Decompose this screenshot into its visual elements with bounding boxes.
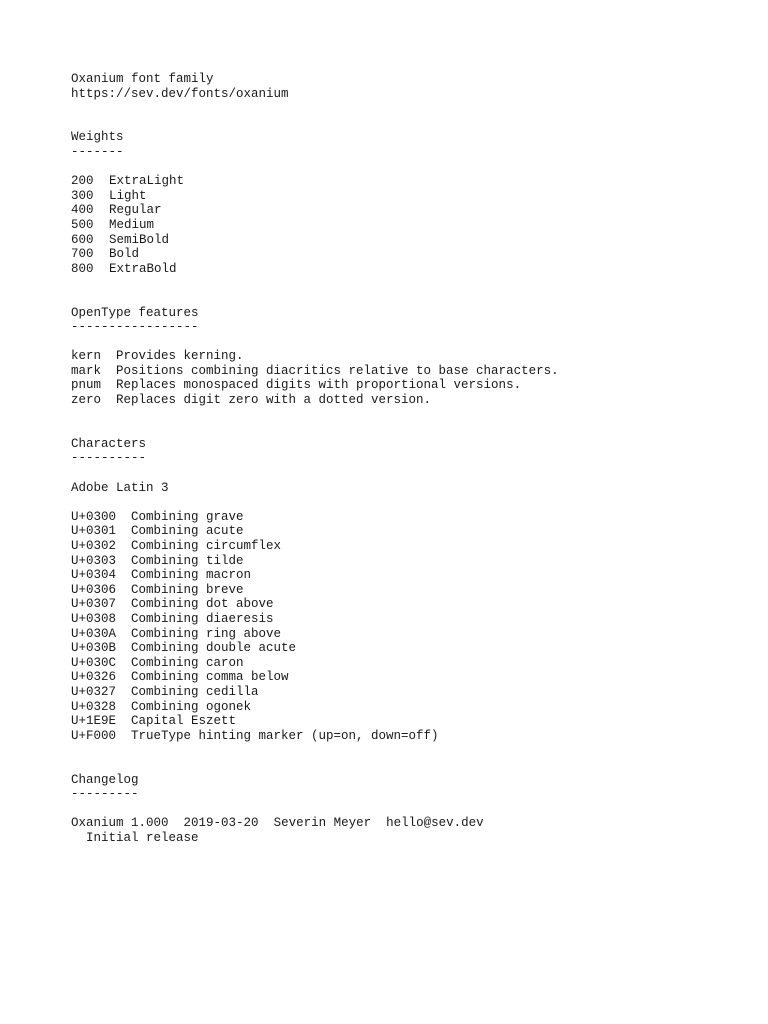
feature-tag: pnum xyxy=(71,378,102,393)
weights-list xyxy=(71,174,748,276)
characters-list xyxy=(71,510,748,744)
character-name: Combining cedilla xyxy=(131,684,259,699)
character-code: U+0300 xyxy=(71,509,117,524)
character-code: U+0327 xyxy=(71,684,117,699)
character-name: Combining circumflex xyxy=(131,539,282,553)
character-code: U+030A xyxy=(71,626,117,641)
character-name: Combining grave xyxy=(131,509,244,524)
character-row xyxy=(71,627,748,642)
weight-value: 400 xyxy=(71,203,94,218)
feature-row xyxy=(71,349,748,364)
weight-name: Light xyxy=(109,188,147,203)
character-row xyxy=(71,729,748,744)
feature-desc: Replaces monospaced digits with proportional versions. xyxy=(116,378,522,393)
weight-name: Bold xyxy=(109,247,140,262)
features-underline: ----------------- xyxy=(71,320,199,335)
character-row xyxy=(71,597,748,612)
character-row xyxy=(71,568,748,583)
character-row xyxy=(71,656,748,671)
character-name: Combining double acute xyxy=(131,641,297,656)
character-name: Combining ring above xyxy=(131,626,282,641)
features-heading: OpenType features xyxy=(71,305,199,320)
character-name: Combining diaeresis xyxy=(131,611,274,626)
weight-name: ExtraBold xyxy=(109,261,177,276)
feature-row xyxy=(71,364,748,379)
character-name: Combining tilde xyxy=(131,553,244,568)
features-list xyxy=(71,349,748,407)
character-code: U+1E9E xyxy=(71,714,117,729)
changelog-note: Initial release xyxy=(86,830,199,845)
feature-row xyxy=(71,393,748,408)
changelog-email: hello@sev.dev xyxy=(386,816,484,831)
character-row xyxy=(71,714,748,729)
character-row xyxy=(71,641,748,656)
document-url: https://sev.dev/fonts/oxanium xyxy=(71,86,289,101)
weight-row xyxy=(71,262,748,277)
character-name: Capital Eszett xyxy=(131,714,237,729)
weight-value: 800 xyxy=(71,261,94,276)
feature-tag: zero xyxy=(71,393,102,408)
feature-desc: Provides kerning. xyxy=(116,349,244,364)
weight-row xyxy=(71,189,748,204)
character-code: U+0301 xyxy=(71,524,117,539)
character-name: Combining dot above xyxy=(131,597,274,612)
weight-row xyxy=(71,174,748,189)
character-name: Combining acute xyxy=(131,524,244,539)
character-code: U+030C xyxy=(71,655,117,670)
weight-value: 700 xyxy=(71,247,94,262)
changelog-author: Severin Meyer xyxy=(273,816,372,831)
character-name: Combining macron xyxy=(131,568,252,583)
character-row xyxy=(71,539,748,554)
character-code: U+0307 xyxy=(71,597,117,612)
feature-desc: Replaces digit zero with a dotted version. xyxy=(116,393,432,408)
changelog-entry xyxy=(71,816,748,845)
character-row xyxy=(71,583,748,598)
feature-tag: kern xyxy=(71,349,102,364)
weight-name: Medium xyxy=(109,217,155,232)
changelog-entry-header xyxy=(71,816,748,831)
weights-heading: Weights xyxy=(71,130,124,145)
weight-name: SemiBold xyxy=(109,232,170,247)
character-row xyxy=(71,670,748,685)
character-name: TrueType hinting marker (up=on, down=off) xyxy=(131,728,439,743)
character-code: U+F000 xyxy=(71,728,117,743)
changelog-date: 2019-03-20 xyxy=(183,816,259,831)
character-code: U+0326 xyxy=(71,670,117,685)
character-name: Combining ogonek xyxy=(131,699,252,714)
character-row xyxy=(71,612,748,627)
weights-underline: ------- xyxy=(71,144,124,159)
weight-row xyxy=(71,218,748,233)
character-code: U+0328 xyxy=(71,699,117,714)
feature-desc: Positions combining diacritics relative to base characters. xyxy=(116,363,559,378)
character-row xyxy=(71,510,748,525)
document-page xyxy=(71,72,748,845)
weight-value: 600 xyxy=(71,232,94,247)
character-code: U+0303 xyxy=(71,553,117,568)
character-row xyxy=(71,685,748,700)
characters-underline: ---------- xyxy=(71,451,147,466)
weight-value: 500 xyxy=(71,217,94,232)
document-title: Oxanium font family xyxy=(71,72,214,86)
character-name: Combining comma below xyxy=(131,670,289,685)
character-row xyxy=(71,700,748,715)
character-code: U+0304 xyxy=(71,568,117,583)
changelog-version: Oxanium 1.000 xyxy=(71,816,169,831)
weight-value: 200 xyxy=(71,174,94,189)
character-code: U+0302 xyxy=(71,539,117,553)
character-name: Combining breve xyxy=(131,582,244,597)
character-code: U+030B xyxy=(71,641,117,656)
character-code: U+0308 xyxy=(71,611,117,626)
character-row xyxy=(71,524,748,539)
changelog-heading: Changelog xyxy=(71,772,139,787)
weight-name: ExtraLight xyxy=(109,174,185,189)
changelog-underline: --------- xyxy=(71,787,139,802)
weight-value: 300 xyxy=(71,188,94,203)
feature-tag: mark xyxy=(71,363,102,378)
weight-row xyxy=(71,233,748,248)
weight-row xyxy=(71,247,748,262)
characters-heading: Characters xyxy=(71,436,147,451)
character-name: Combining caron xyxy=(131,655,244,670)
characters-subheading: Adobe Latin 3 xyxy=(71,480,169,495)
weight-name: Regular xyxy=(109,203,162,218)
weight-row xyxy=(71,203,748,218)
character-code: U+0306 xyxy=(71,582,117,597)
character-row xyxy=(71,554,748,569)
feature-row xyxy=(71,378,748,393)
